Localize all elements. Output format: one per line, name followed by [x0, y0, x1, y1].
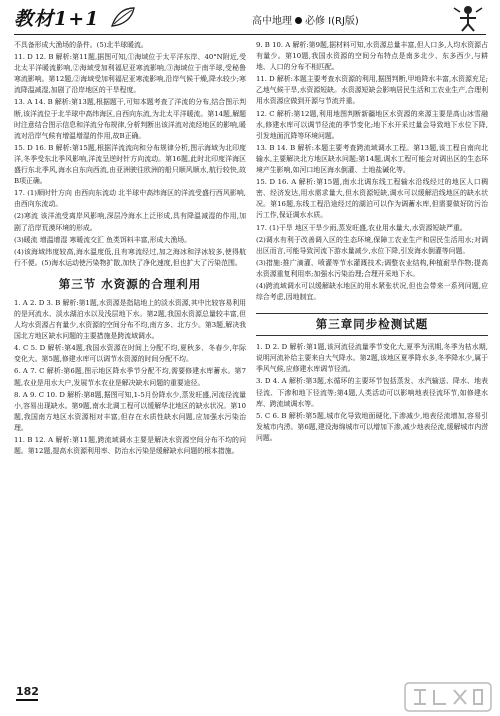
page-number-label: 182 [16, 685, 39, 698]
answer-paragraph: 17. (1)顺时针方向 由西向东流动 北半球中高纬海区的洋流受盛行西风影响,由西向东流动。 [14, 189, 246, 209]
figure-ornament-icon [450, 4, 486, 32]
answer-paragraph: 11. D 12. B 解析:第11题,据图可知,①海域位于太平洋东岸、40°N附近,受北太平洋暖流影响,②海域受加利福尼亚寒流影响,③海域位于南半球,受秘鲁寒流影响。第12题,②海域受加利福尼亚寒流影响,沿岸气候干燥,降水较少;寒流降温减湿,加剧了沿岸地区的干旱程度。 [14, 53, 246, 95]
answer-paragraph: 12. C 解析:第12题,利用地图判断新疆地区水资源的来源主要是高山冰雪融水,修建水库可以调节径流的季节变化;地下水开采过量会导致地下水位下降,引发地面沉降等环境问题。 [256, 109, 488, 140]
running-head [252, 12, 359, 27]
answer-paragraph: 15. D 16. B 解析:第15题,根据洋流流向和分布规律分析,图示海域为北印度洋,冬季受东北季风影响,洋流呈逆时针方向流动。第16题,此时北印度洋海区盛行东北季风,海水自东向西流,由亚洲驶往欧洲的船只顺风顺水,航行较快,故B项正确。 [14, 143, 246, 186]
answer-paragraph: 1. A 2. D 3. B 解析:第1题,水资源是指陆地上的淡水资源,其中比较容易利用的是河流水、淡水湖泊水以及浅层地下水。第2题,我国水资源总量较丰富,但人均水资源占有量少,水资源的空间分布不均,南方多、北方少。第3题,解决我国北方地区缺水问题的主要措施是跨流域调水。 [14, 298, 246, 341]
answer-paragraph: (4)跨流域调水可以缓解缺水地区的用水紧张状况,但也会带来一系列问题,应综合考虑,因地制宜。 [256, 281, 488, 302]
left-column [14, 40, 246, 680]
answer-paragraph: (2)寒流 该洋流受离岸风影响,深层冷海水上泛形成,具有降温减湿的作用,加剧了沿岸荒漠环境的形成。 [14, 212, 246, 232]
section-title: 第三节 水资源的合理利用 [58, 276, 202, 291]
answer-paragraph: 4. C 5. D 解析:第4题,我国水资源在时间上分配不均,夏秋多、冬春少,年际变化大。第5题,修建水库可以调节水资源的时间分配不均。 [14, 344, 246, 364]
header-rule [14, 34, 486, 35]
answer-paragraph: 11. D 解析:本题主要考查水资源的利用,据图判断,甲地降水丰富,水资源充足;乙地气候干旱,水资源短缺。水资源短缺会影响居民生活和工农业生产,合理利用水资源应做到开源与节流并重。 [256, 75, 488, 106]
test-section-title: 第三章同步检测试题 [256, 313, 488, 336]
answer-paragraph: 3. D 4. A 解析:第3题,水循环的主要环节包括蒸发、水汽输送、降水、地表径流、下渗和地下径流等;第4题,人类活动可以影响地表径流环节,如修建水库、跨流域调水等。 [256, 377, 488, 408]
right-column [256, 40, 488, 680]
watermark-stamp [404, 682, 492, 712]
page-header [0, 0, 500, 36]
leaf-icon [110, 6, 136, 28]
answer-paragraph: (4)该海域纬度较高,海水温度低,且有寒流经过,加之海冰和浮冰较多,使得航行不便。(5)海水运动使污染物扩散,加快了净化速度,但也扩大了污染范围。 [14, 247, 246, 267]
answer-paragraph: 17. (1)干旱 地区干旱少雨,蒸发旺盛,农业用水量大,水资源短缺严重。 [256, 223, 467, 232]
edition-label: 必修 I(RJ版) [305, 16, 359, 27]
answer-paragraph: 9. B 10. A 解析:第9题,据材料可知,水资源总量丰富,但人口多,人均水资源占有量少。第10题,我国水资源的空间分布特点是南多北少、东多西少,与耕地、人口的分布不相匹配。 [256, 41, 488, 72]
answer-paragraph: 6. A 7. C 解析:第6题,图示地区降水季节分配不均,需要修建水库蓄水。第7题,农业是用水大户,发展节水农业是解决缺水问题的重要途径。 [14, 367, 246, 387]
answer-paragraph: 不具备形成大渔场的条件。(5)北半球暖流。 [14, 41, 148, 49]
page-number [16, 685, 39, 698]
answer-paragraph: 8. A 9. C 10. D 解析:第8题,据图可知,1-5月份降水少,蒸发旺盛,河流径流量小,容易出现缺水。第9题,南水北调工程可以缓解华北地区的缺水状况。第10题,我国南方地区水资源相对丰富,但存在水质性缺水问题,应加强水污染治理。 [14, 390, 246, 432]
answer-paragraph: (3)措施:推广滴灌、喷灌等节水灌溉技术;调整农业结构,种植耐旱作物;提高水资源重复利用率;加强水污染治理;合理开采地下水。 [256, 258, 488, 278]
answer-paragraph: 15. D 16. A 解析:第15题,南水北调东线工程输水沿线经过的地区人口稠密、经济发达,用水需求量大,但水资源短缺,调水可以缓解沿线地区的缺水状况。第16题,东线工程沿途经过的湖泊可以作为调蓄水库,但需要做好防污治污工作,保证调水水质。 [256, 178, 488, 220]
bullet-icon [295, 17, 302, 24]
answer-paragraph: (2)调水有利于改善调入区的生态环境,保障工农业生产和居民生活用水;对调出区而言,可能导致河流下游水量减少,水位下降,引发海水倒灌等问题。 [256, 235, 488, 255]
answer-paragraph: 13. B 14. B 解析:本题主要考查跨流域调水工程。第13题,该工程自南向北输水,主要解决北方地区缺水问题;第14题,调水工程可能会对调出区的生态环境产生影响,如河口地区海水倒灌、土地盐碱化等。 [256, 143, 488, 175]
answer-paragraph: (3)暖流 增温增湿 寒暖流交汇 鱼类饵料丰富,形成大渔场。 [14, 235, 192, 244]
answer-paragraph: 13. A 14. B 解析:第13题,根据题干,可知本题考查了洋流的分布,结合图示判断,该洋流位于北半球中高纬海区,自西向东流,为北太平洋暖流。第14题,解题时注意结合图示信息和洋流分布规律,分析判断出该洋流对流经地区的影响,暖流对沿岸气候有增温增湿的作用,故B正确。 [14, 98, 246, 140]
page-number-bar [16, 699, 38, 701]
answer-paragraph: 5. C 6. B 解析:第5题,城市化导致地面硬化,下渗减少,地表径流增加,容易引发城市内涝。第6题,建设海绵城市可以增加下渗,减少地表径流,缓解城市内涝问题。 [256, 411, 488, 442]
brand-logo: 教材1+1 [14, 8, 100, 30]
answer-paragraph: 1. D 2. D 解析:第1题,该河流径流量季节变化大,夏季为汛期,冬季为枯水期,说明河流补给主要来自大气降水。第2题,该地区夏季降水多,冬季降水少,属于季风气候,应修建水库调节径流。 [256, 343, 488, 374]
subject-label: 高中地理 [252, 16, 292, 27]
answer-paragraph: 11. B 12. A 解析:第11题,跨流域调水主要是解决水资源空间分布不均的问题。第12题,提高水资源利用率、防治水污染是缓解缺水问题的根本措施。 [14, 436, 246, 456]
